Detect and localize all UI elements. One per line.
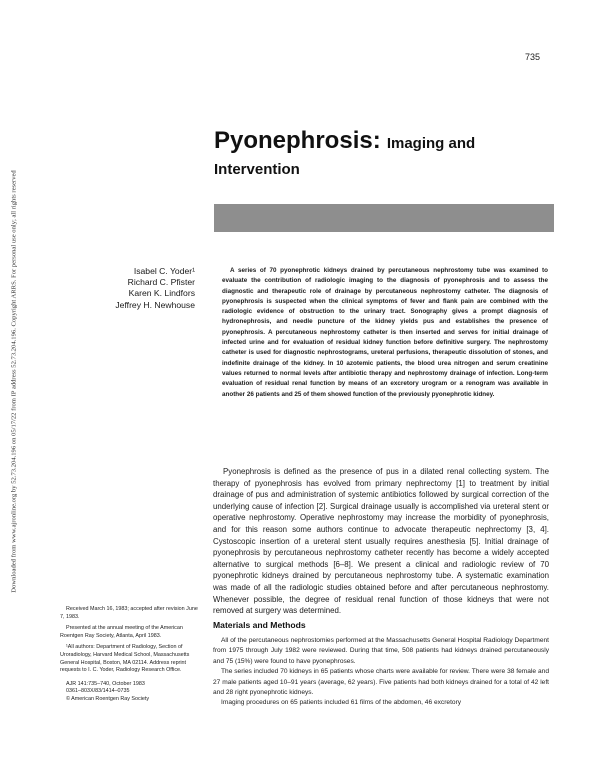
- page-number: 735: [524, 52, 540, 62]
- download-watermark: Downloaded from www.ajronline.org by 52.73.204.196 on 05/17/22 from IP address 52.73.204.196. Copyright ARRS. For personal use only; all rights reserved: [10, 170, 18, 593]
- title-line-2: Intervention: [214, 161, 300, 178]
- title-line-1: [214, 128, 554, 157]
- methods-section: [213, 636, 549, 709]
- footnote-received: Received March 16, 1983; accepted after revision June 7, 1983.: [60, 606, 198, 620]
- methods-paragraph: The series included 70 kidneys in 65 patients whose charts were available for review. There were 38 female and 27 male patients aged 10–91 years (average, 62 years). Five patients had both kidneys drained for a total of 42 left and 28 right pyonephrotic kidneys.: [213, 668, 549, 697]
- gray-banner: [214, 204, 554, 232]
- footnotes: [60, 606, 200, 704]
- intro-paragraph: Pyonephrosis is defined as the presence of pus in a dilated renal collecting system. The therapy of pyonephrosis has evolved from primary nephrectomy [1] to treatment by initial drainage of pus and administration of systemic antibiotics followed by surgical correction of the underlying cause of infection [2]. Surgical drainage usually is accomplished via ureteral stent or operative nephrostomy. Operative nephrostomy may increase the morbidity of pyonephrosis, and for this reason some authors continue to advocate therapeutic nephrectomy [3, 4]. Cystoscopic insertion of a ureteral stent usually requires anesthesia [5]. Initial drainage of pyonephrosis by percutaneous nephrostomy catheter recently has become a widely accepted alternative to surgical methods [6–8]. We present a clinical and radiologic review of 70 pyonephrotic kidneys drained by percutaneous nephrostomy tube. A systematic examination was made of all the radiologic studies obtained before and after percutaneous nephrostomy. Whenever possible, the degree of residual renal function of those kidneys that were not removed at surgery was determined.: [213, 467, 549, 616]
- author: Richard C. Pfister: [127, 277, 195, 288]
- introduction: [213, 466, 549, 617]
- author-list: [60, 266, 195, 311]
- section-heading-methods: Materials and Methods: [213, 620, 306, 630]
- article-title: [214, 128, 554, 181]
- author: Isabel C. Yoder¹: [133, 266, 195, 276]
- title-sub: Imaging and: [386, 135, 476, 152]
- footnote-affiliation: ¹All authors: Department of Radiology, Section of Uroradiology, Harvard Medical School, Massachusetts General Hospital, Boston, MA 02114. Address reprint requests to I. C. Yoder, Radiology Research Office.: [60, 644, 190, 674]
- citation-line: AJR 141:735–740, October 1983: [66, 680, 145, 687]
- methods-paragraph: Imaging procedures on 65 patients included 61 films of the abdomen, 46 excretory: [221, 699, 462, 707]
- methods-paragraph: All of the percutaneous nephrostomies performed at the Massachusetts General Hospital Radiology Department from 1975 through July 1982 were reviewed. During that time, 508 patients had kidneys drained percutaneously and 75 (15%) were found to have pyonephroses.: [213, 637, 549, 665]
- footnote-presented: Presented at the annual meeting of the American Roentgen Ray Society, Atlanta, April 1983.: [60, 625, 183, 639]
- citation-line: © American Roentgen Ray Society: [66, 695, 150, 702]
- citation-line: 0361–803X/83/1414–0735: [66, 688, 130, 695]
- abstract: A series of 70 pyonephrotic kidneys drained by percutaneous nephrostomy tube was examined to evaluate the contribution of radiologic imaging to the diagnosis of pyonephrosis and to assess the diagnostic and therapeutic role of drainage by percutaneous nephrostomy catheter. The diagnosis of pyonephrosis is suspected when the clinical symptoms of fever and flank pain are combined with the radiologic evidence of obstruction to the urinary tract. Sonography gives a prompt diagnosis of hydronephrosis, and needle puncture of the kidney yields pus and establishes the presence of pyonephrosis. A percutaneous nephrostomy catheter is then inserted and serves for initial drainage of infected urine and for evaluation of residual kidney function before definitive surgery. The nephrostomy catheter is used for diagnostic nephrostograms, ureteral perfusions, therapeutic dissolution of stones, and indefinite drainage of the kidney. In 10 azotemic patients, the blood urea nitrogen and serum creatinine values returned to normal levels after antibiotic therapy and nephrostomy drainage of infection. Long-term evaluation of residual renal function by means of an excretory urogram or a renogram was available in another 26 patients and 25 of them showed function of the previously pyonephrotic kidney.: [222, 267, 548, 398]
- author: Jeffrey H. Newhouse: [115, 299, 195, 310]
- title-main: Pyonephrosis:: [214, 127, 381, 154]
- author: Karen K. Lindfors: [128, 288, 195, 299]
- citation-block: [60, 681, 200, 704]
